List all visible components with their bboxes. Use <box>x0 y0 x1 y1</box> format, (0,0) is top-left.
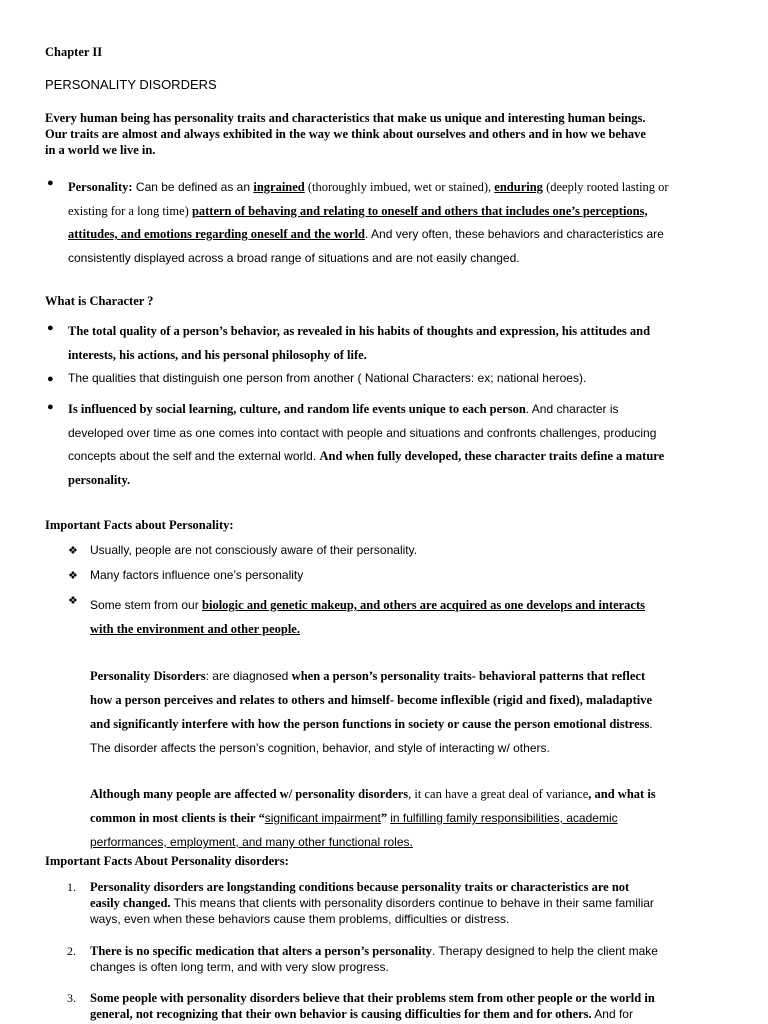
text: . And character is <box>525 402 619 416</box>
text: easily changed. <box>90 896 171 910</box>
text: common in most clients is their “ <box>90 811 265 825</box>
text-line <box>90 943 658 959</box>
intro-line: Every human being has personality traits and characteristics that make us unique and interesting human beings. <box>45 111 646 125</box>
list-item <box>90 990 655 1022</box>
text-line: ways, even when these behaviors cause them problems, difficulties or distress. <box>90 912 510 926</box>
section-heading: Important Facts About Personality disorders: <box>45 854 289 868</box>
text: attitudes, and emotions regarding oneself and the world <box>68 227 366 241</box>
diamond-bullet-icon: ❖ <box>68 545 78 557</box>
text: Is influenced by social learning, culture, and random life events unique to each person <box>68 402 526 416</box>
text: , it can have a great deal of variance <box>408 787 589 801</box>
text: . <box>649 717 653 731</box>
text-line <box>90 895 654 911</box>
chapter-label: Chapter II <box>45 45 103 59</box>
text-line <box>90 712 722 736</box>
text: Can be defined as an <box>132 180 254 194</box>
term: enduring <box>494 180 543 194</box>
text: (thoroughly imbued, wet or stained), <box>304 180 495 194</box>
text: Although many people are affected w/ personality disorders <box>90 787 409 801</box>
text-line <box>68 445 664 469</box>
intro-line: in a world we live in. <box>45 143 156 157</box>
text-line <box>68 200 724 224</box>
text: when a person’s personality traits- behavioral patterns that reflect <box>291 669 646 683</box>
text: , and what is <box>588 787 656 801</box>
text-line: interests, his actions, and his personal philosophy of life. <box>68 347 367 362</box>
text: This means that clients with personality disorders continue to behave in their same familiar <box>170 896 654 910</box>
bullet-icon: ● <box>47 401 54 413</box>
text-line: The disorder affects the person’s cognition, behavior, and style of interacting w/ others. <box>90 741 550 755</box>
page-title: PERSONALITY DISORDERS <box>45 77 217 92</box>
text: in fulfilling family responsibilities, academic <box>390 811 618 825</box>
text: . Therapy designed to help the client make <box>432 944 658 958</box>
intro-paragraph <box>45 110 646 158</box>
text: There is no specific medication that alters a person’s personality <box>90 944 432 958</box>
text: significant impairment <box>264 811 381 825</box>
text-line <box>68 398 664 422</box>
text-line: personality. <box>68 472 131 487</box>
term: ingrained <box>253 180 305 194</box>
fact-item: Usually, people are not consciously aware of their personality. <box>90 543 418 557</box>
bullet-icon: ● <box>47 373 54 385</box>
text-line <box>90 830 730 854</box>
text-line: how a person perceives and relates to others and himself- become inflexible (rigid and fixed), maladaptive <box>90 693 653 707</box>
character-bullet-3 <box>68 398 664 492</box>
text: Some stem from our <box>90 598 203 612</box>
text: and significantly interfere with how the person functions in society or cause the person emotional distress <box>90 717 650 731</box>
section-heading: Important Facts about Personality: <box>45 518 234 532</box>
text-line <box>90 617 645 641</box>
text-line: changes is often long term, and with very slow progress. <box>90 960 389 974</box>
text: performances, employment, and many other functional roles. <box>90 835 413 849</box>
intro-line: Our traits are almost and always exhibited in the way we think about ourselves and others and in how we behave <box>45 127 646 141</box>
text-line: The total quality of a person’s behavior, as revealed in his habits of thoughts and expression, his attitudes and <box>68 324 651 338</box>
affected-paragraph <box>90 782 730 854</box>
text: concepts about the self and the external world. <box>68 449 320 463</box>
list-number: 2. <box>67 944 76 958</box>
text: . And very often, these behaviors and characteristics are <box>365 227 664 241</box>
text-line <box>90 1006 655 1022</box>
fact-item <box>90 593 645 641</box>
text: general, not recognizing that their own behavior is causing difficulties for them and for others. <box>90 1007 592 1021</box>
text: pattern of behaving and relating to oneself and others that includes one’s perceptions, <box>191 203 648 218</box>
text-line: Personality disorders are longstanding conditions because personality traits or characteristics are not <box>90 880 630 894</box>
personality-definition <box>68 176 724 270</box>
text: biologic and genetic makeup, and others are acquired as one develops and interacts <box>202 598 645 612</box>
text-line <box>68 223 724 247</box>
text: : are diagnosed <box>205 669 292 683</box>
text: ” <box>380 811 388 825</box>
text: And for <box>591 1007 633 1021</box>
list-number: 1. <box>67 880 76 894</box>
text-line <box>90 593 645 617</box>
text-line <box>90 782 730 806</box>
text-line: Some people with personality disorders believe that their problems stem from other people or the world in <box>90 991 655 1005</box>
bullet-icon: ● <box>47 177 54 189</box>
character-bullet-1 <box>68 320 650 367</box>
disorders-paragraph <box>90 664 722 760</box>
text: And when fully developed, these character traits define a mature <box>319 449 665 463</box>
list-item <box>90 943 658 975</box>
list-item <box>90 879 654 927</box>
text: (deeply rooted lasting or <box>542 180 669 194</box>
text-line: developed over time as one comes into contact with people and situations and confronts challenges, producing <box>68 425 657 440</box>
fact-item: Many factors influence one’s personality <box>90 568 304 582</box>
diamond-bullet-icon: ❖ <box>68 570 78 582</box>
text-line <box>90 806 730 830</box>
list-number: 3. <box>67 991 76 1005</box>
term: Personality: <box>68 180 133 194</box>
text: with the environment and other people. <box>90 622 300 636</box>
text-line: consistently displayed across a broad range of situations and are not easily changed. <box>68 250 520 265</box>
section-heading: What is Character ? <box>45 294 154 308</box>
text-line <box>68 176 724 200</box>
text-line <box>90 664 722 688</box>
bullet-icon: ● <box>47 322 54 334</box>
character-bullet-2: The qualities that distinguish one person from another ( National Characters: ex; national heroes). <box>68 371 587 385</box>
term: Personality Disorders <box>90 669 206 683</box>
text: existing for a long time) <box>68 203 192 218</box>
diamond-bullet-icon: ❖ <box>68 595 78 607</box>
